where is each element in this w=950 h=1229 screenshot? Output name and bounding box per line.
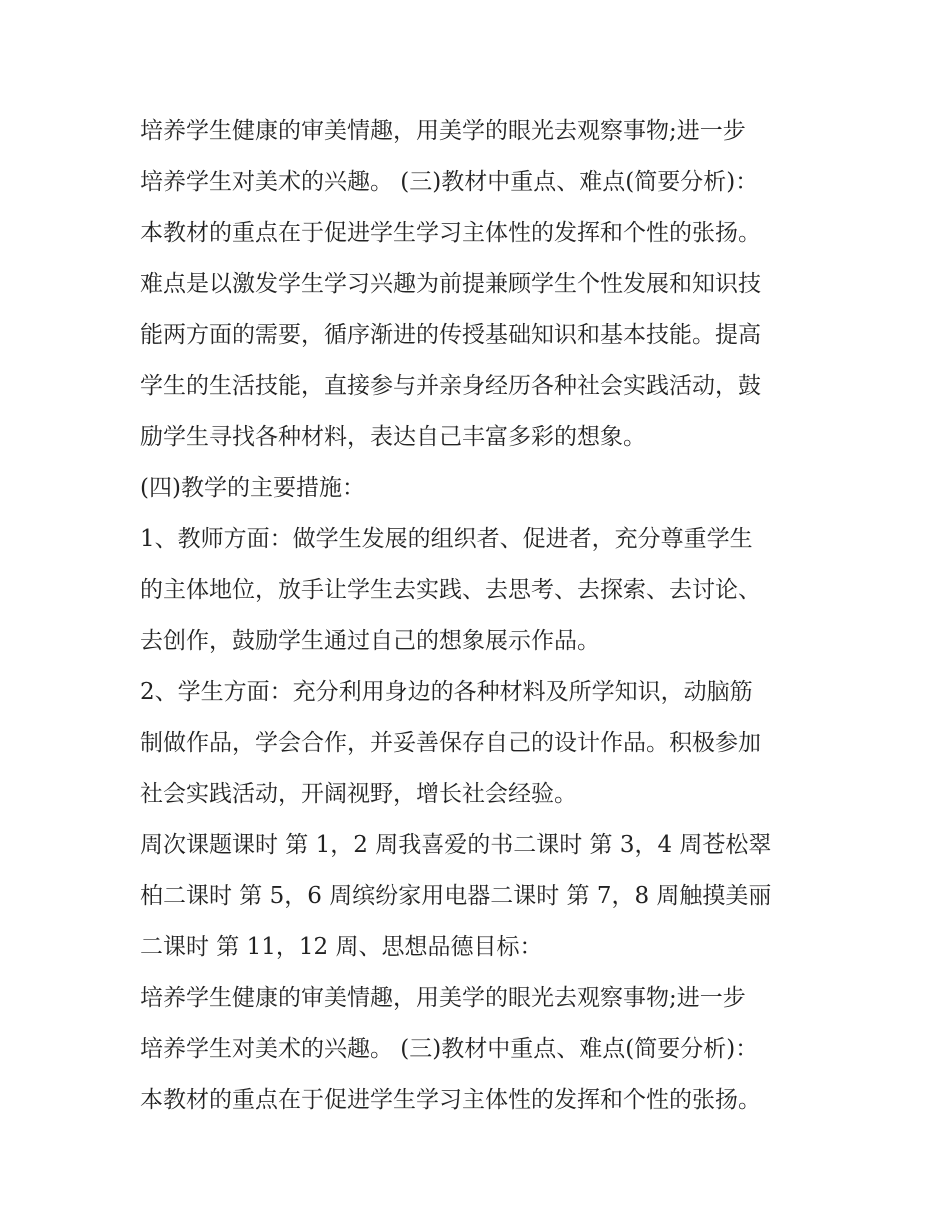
document-body bbox=[140, 106, 820, 1126]
section-heading: (四)教学的主要措施： bbox=[140, 475, 365, 501]
text-line: 本教材的重点在于促进学生学习主体性的发挥和个性的张扬。 bbox=[140, 220, 761, 246]
text-line: 2、学生方面：充分利用身边的各种材料及所学知识，动脑筋 bbox=[140, 679, 753, 705]
text-line: 难点是以激发学生学习兴趣为前提兼顾学生个性发展和知识技 bbox=[140, 271, 761, 297]
text-line: 周次课题课时 第 1，2 周我喜爱的书二课时 第 3，4 周苍松翠 bbox=[140, 832, 772, 858]
text-line: 二课时 第 11，12 周、思想品德目标： bbox=[140, 934, 543, 960]
text-line: 能两方面的需要，循序渐进的传授基础知识和基本技能。提高 bbox=[140, 322, 761, 348]
text-line: 培养学生健康的审美情趣，用美学的眼光去观察事物;进一步 bbox=[140, 118, 746, 144]
text-line: 社会实践活动，开阔视野，增长社会经验。 bbox=[140, 781, 577, 807]
text-line: 励学生寻找各种材料，表达自己丰富多彩的想象。 bbox=[140, 424, 646, 450]
text-line: 本教材的重点在于促进学生学习主体性的发挥和个性的张扬。 bbox=[140, 1087, 761, 1113]
text-line: 培养学生对美术的兴趣。 (三)教材中重点、难点(简要分析)： bbox=[140, 169, 759, 195]
text-line: 培养学生健康的审美情趣，用美学的眼光去观察事物;进一步 bbox=[140, 985, 746, 1011]
text-line: 去创作，鼓励学生通过自己的想象展示作品。 bbox=[140, 628, 600, 654]
text-line: 制做作品，学会合作，并妥善保存自己的设计作品。积极参加 bbox=[140, 730, 761, 756]
text-line: 培养学生对美术的兴趣。 (三)教材中重点、难点(简要分析)： bbox=[140, 1036, 759, 1062]
text-line: 1、教师方面：做学生发展的组织者、促进者，充分尊重学生 bbox=[140, 526, 753, 552]
text-line: 柏二课时 第 5，6 周缤纷家用电器二课时 第 7，8 周触摸美丽 bbox=[140, 883, 772, 909]
text-line: 学生的生活技能，直接参与并亲身经历各种社会实践活动，鼓 bbox=[140, 373, 761, 399]
text-line: 的主体地位，放手让学生去实践、去思考、去探索、去讨论、 bbox=[140, 577, 761, 603]
